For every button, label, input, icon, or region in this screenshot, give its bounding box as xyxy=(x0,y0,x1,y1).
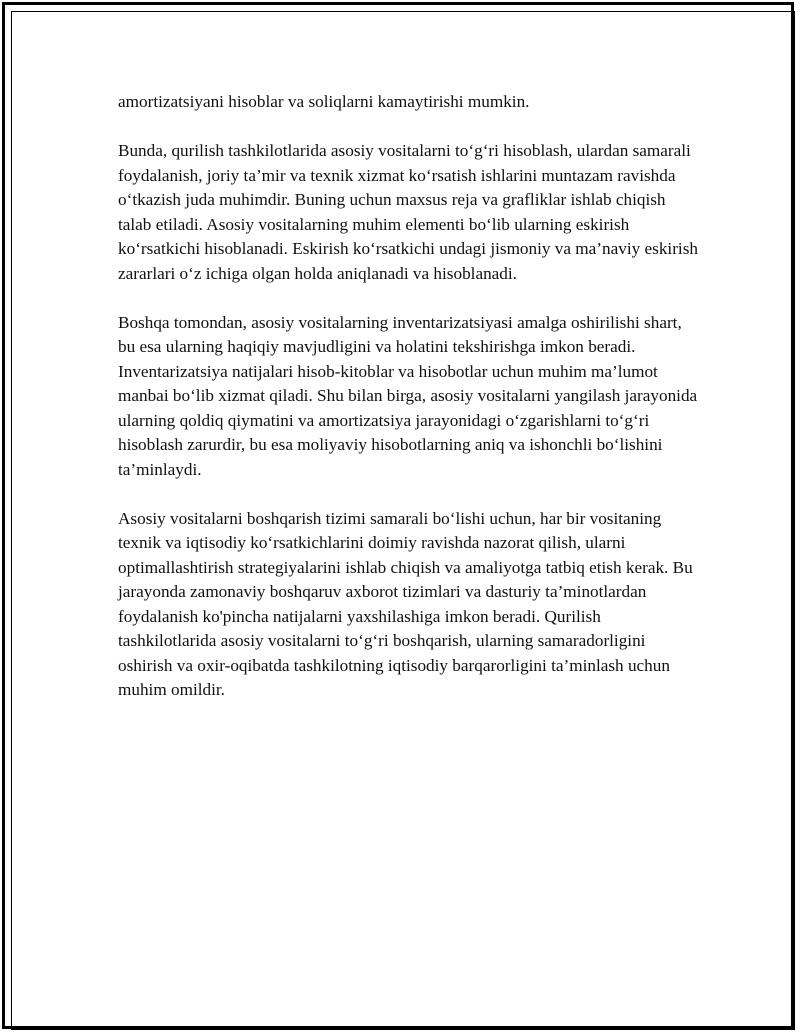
paragraph-1: amortizatsiyani hisoblar va soliqlarni kamaytirishi mumkin. xyxy=(118,92,530,111)
paragraph-3: Boshqa tomondan, asosiy vositalarning inventarizatsiyasi amalga oshirilishi shart, bu esa ularning haqiqiy mavjudligini va holatini tekshirishga imkon beradi. Inventarizatsiya natijalari hisob-kitoblar va hisobotlar uchun muhim ma’lumot manbai bo‘lib xizmat qiladi. Shu bilan birga, asosiy vositalarni yangilash jarayonida ularning qoldiq qiymatini va amortizatsiya jarayonidagi o‘zgarishlarni to‘g‘ri hisoblash zarurdir, bu esa moliyaviy hisobotlarning aniq va ishonchli bo‘lishini ta’minlaydi. xyxy=(118,312,698,479)
document-body xyxy=(118,90,702,727)
paragraph-4: Asosiy vositalarni boshqarish tizimi samarali bo‘lishi uchun, har bir vositaning texnik va iqtisodiy ko‘rsatkichlarini doimiy ravishda nazorat qilish, ularni optimallashtirish strategiyalarini ishlab chiqish va amaliyotga tatbiq etish kerak. Bu jarayonda zamonaviy boshqaruv axborot tizimlari va dasturiy ta’minotlardan foydalanish ko'pincha natijalarni yaxshilashiga imkon beradi. Qurilish tashkilotlarida asosiy vositalarni to‘g‘ri boshqarish, ularning samaradorligini oshirish va oxir-oqibatda tashkilotning iqtisodiy barqarorligini ta’minlash uchun muhim omildir. xyxy=(118,508,693,699)
paragraph-2: Bunda, qurilish tashkilotlarida asosiy vositalarni to‘g‘ri hisoblash, ulardan samarali foydalanish, joriy ta’mir va texnik xizmat ko‘rsatish ishlarini muntazam ravishda o‘tkazish juda muhimdir. Buning uchun maxsus reja va grafliklar ishlab chiqish talab etiladi. Asosiy vositalarning muhim elementi bo‘lib ularning eskirish ko‘rsatkichi hisoblanadi. Eskirish ko‘rsatkichi undagi jismoniy va ma’naviy eskirish zararlari o‘z ichiga olgan holda aniqlanadi va hisoblanadi. xyxy=(118,141,698,283)
